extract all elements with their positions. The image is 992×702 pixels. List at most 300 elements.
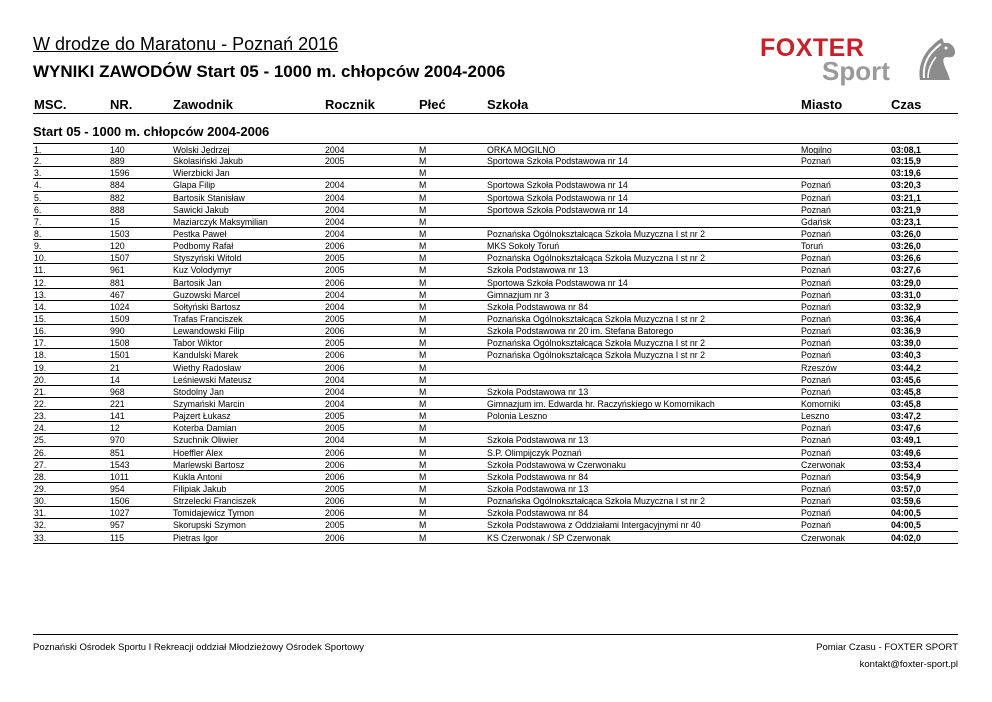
cell-time: 03:21,1 (891, 192, 921, 203)
cell-city: Poznań (801, 423, 831, 434)
col-city-header: Miasto (801, 97, 843, 112)
cell-school: Gimnazjum nr 3 (487, 289, 550, 300)
cell-school: Szkoła Podstawowa w Czerwonaku (487, 459, 626, 470)
cell-time: 03:32,9 (891, 301, 921, 312)
cell-city: Poznań (801, 301, 831, 312)
cell-nr: 14 (110, 374, 120, 385)
cell-place: 33. (34, 532, 47, 543)
cell-place: 18. (34, 350, 47, 361)
cell-name: Skolasiński Jakub (173, 156, 243, 167)
cell-sex: M (419, 168, 427, 179)
cell-sex: M (419, 532, 427, 543)
cell-name: Bartosik Jan (173, 277, 222, 288)
cell-city: Toruń (801, 241, 824, 252)
table-row (33, 143, 958, 155)
cell-nr: 888 (110, 204, 125, 215)
cell-city: Mogilno (801, 145, 832, 155)
cell-school: Poznańska Ogólnokształcąca Szkoła Muzyczna I st nr 2 (487, 496, 706, 507)
table-row (33, 325, 958, 337)
cell-sex: M (419, 508, 427, 519)
cell-place: 10. (34, 253, 47, 264)
cell-place: 26. (34, 447, 47, 458)
table-row (33, 179, 958, 191)
cell-city: Rzeszów (801, 362, 837, 373)
cell-place: 4. (34, 180, 42, 191)
cell-place: 31. (34, 508, 47, 519)
cell-name: Strzelecki Franciszek (173, 496, 257, 507)
cell-name: Sołtyński Bartosz (173, 301, 241, 312)
cell-nr: 954 (110, 483, 125, 494)
cell-city: Poznań (801, 386, 831, 397)
table-row (33, 519, 958, 531)
cell-sex: M (419, 192, 427, 203)
cell-sex: M (419, 338, 427, 349)
cell-nr: 884 (110, 180, 125, 191)
cell-nr: 21 (110, 362, 120, 373)
table-row (33, 301, 958, 313)
table-row (33, 289, 958, 301)
cell-place: 7. (34, 216, 42, 227)
cell-place: 19. (34, 362, 47, 373)
cell-year: 2004 (325, 289, 345, 300)
cell-nr: 968 (110, 386, 125, 397)
table-row (33, 204, 958, 216)
cell-year: 2006 (325, 508, 345, 519)
cell-sex: M (419, 241, 427, 252)
document-title: W drodze do Maratonu - Poznań 2016 (33, 34, 339, 54)
table-row (33, 337, 958, 349)
cell-place: 2. (34, 156, 42, 167)
cell-sex: M (419, 253, 427, 264)
cell-place: 32. (34, 520, 47, 531)
cell-city: Poznań (801, 483, 831, 494)
cell-name: Tabor Wiktor (173, 338, 223, 349)
horse-head-icon (912, 34, 958, 84)
cell-sex: M (419, 277, 427, 288)
cell-year: 2005 (325, 156, 345, 167)
cell-place: 14. (34, 301, 47, 312)
cell-school: ORKA MOGILNO (487, 145, 556, 155)
cell-time: 03:44,2 (891, 362, 921, 373)
cell-name: Wierzbicki Jan (173, 168, 230, 179)
cell-year: 2004 (325, 216, 345, 227)
cell-time: 03:31,0 (891, 289, 921, 300)
cell-nr: 115 (110, 532, 125, 543)
cell-name: Szuchnik Oliwier (173, 435, 239, 446)
col-school-header: Szkoła (487, 97, 529, 112)
cell-school: Szkoła Podstawowa nr 13 (487, 265, 589, 276)
cell-city: Leszno (801, 411, 830, 422)
cell-school: Poznańska Ogólnokształcąca Szkoła Muzyczna I st nr 2 (487, 253, 706, 264)
cell-school: MKS Sokoły Toruń (487, 241, 560, 252)
cell-time: 03:26,6 (891, 253, 921, 264)
cell-school: Poznańska Ogólnokształcąca Szkoła Muzyczna I st nr 2 (487, 338, 706, 349)
cell-school: Sportowa Szkoła Podstawowa nr 14 (487, 204, 628, 215)
logo-sport-text: Sport (822, 56, 890, 86)
cell-time: 03:40,3 (891, 350, 921, 361)
cell-name: Pajzert Łukasz (173, 411, 231, 422)
cell-city: Gdańsk (801, 216, 832, 227)
cell-nr: 882 (110, 192, 125, 203)
cell-time: 03:36,4 (891, 313, 921, 324)
cell-sex: M (419, 204, 427, 215)
cell-sex: M (419, 398, 427, 409)
cell-name: Bartosik Stanisław (173, 192, 245, 203)
cell-sex: M (419, 520, 427, 531)
table-header (33, 95, 958, 114)
cell-year: 2006 (325, 277, 345, 288)
cell-sex: M (419, 459, 427, 470)
footer-contact: kontakt@foxter-sport.pl (859, 659, 958, 670)
cell-city: Poznań (801, 156, 831, 167)
cell-nr: 1509 (110, 313, 130, 324)
cell-nr: 889 (110, 156, 125, 167)
cell-place: 25. (34, 435, 47, 446)
cell-time: 03:49,6 (891, 447, 921, 458)
cell-school: Gimnazjum im. Edwarda hr. Raczyńskiego w Komornikach (487, 398, 715, 409)
cell-city: Poznań (801, 326, 831, 337)
section-title: Start 05 - 1000 m. chłopców 2004-2006 (33, 124, 270, 139)
cell-sex: M (419, 350, 427, 361)
cell-year: 2005 (325, 313, 345, 324)
cell-name: Trafas Franciszek (173, 313, 243, 324)
cell-year: 2006 (325, 326, 345, 337)
cell-name: Pietras Igor (173, 532, 218, 543)
cell-name: Marlewski Bartosz (173, 459, 245, 470)
table-row (33, 349, 958, 361)
cell-nr: 961 (110, 265, 125, 276)
cell-nr: 1501 (110, 350, 130, 361)
cell-nr: 1011 (110, 471, 129, 482)
cell-city: Poznań (801, 374, 831, 385)
cell-year: 2006 (325, 447, 345, 458)
cell-sex: M (419, 483, 427, 494)
cell-city: Poznań (801, 192, 831, 203)
cell-year: 2006 (325, 350, 345, 361)
cell-name: Skorupski Szymon (173, 520, 246, 531)
cell-year: 2005 (325, 423, 345, 434)
cell-city: Poznań (801, 289, 831, 300)
table-row (33, 434, 958, 446)
cell-place: 27. (34, 459, 47, 470)
cell-year: 2004 (325, 204, 345, 215)
cell-sex: M (419, 313, 427, 324)
cell-school: Polonia Leszno (487, 411, 548, 422)
cell-school: Szkoła Podstawowa nr 84 (487, 301, 589, 312)
cell-city: Komorniki (801, 398, 841, 409)
table-row (33, 507, 958, 519)
cell-time: 03:45,6 (891, 374, 921, 385)
cell-time: 03:45,8 (891, 386, 921, 397)
cell-place: 5. (34, 192, 42, 203)
cell-sex: M (419, 289, 427, 300)
table-row (33, 313, 958, 325)
cell-time: 03:21,9 (891, 204, 921, 215)
cell-city: Poznań (801, 350, 831, 361)
cell-place: 13. (34, 289, 47, 300)
cell-year: 2005 (325, 338, 345, 349)
cell-place: 12. (34, 277, 47, 288)
cell-name: Stodolny Jan (173, 386, 224, 397)
cell-school: Sportowa Szkoła Podstawowa nr 14 (487, 156, 628, 167)
cell-year: 2006 (325, 471, 345, 482)
cell-sex: M (419, 145, 427, 155)
cell-sex: M (419, 496, 427, 507)
cell-sex: M (419, 374, 427, 385)
cell-time: 03:08,1 (891, 145, 921, 155)
cell-nr: 1027 (110, 508, 130, 519)
cell-nr: 1503 (110, 228, 130, 239)
cell-city: Poznań (801, 253, 831, 264)
cell-school: Szkoła Podstawowa z Oddziałami Intergacyjnymi nr 40 (487, 520, 701, 531)
table-row (33, 216, 958, 228)
cell-time: 03:29,0 (891, 277, 921, 288)
cell-sex: M (419, 447, 427, 458)
cell-time: 03:27,6 (891, 265, 921, 276)
cell-time: 03:45,8 (891, 398, 921, 409)
col-sex-header: Płeć (419, 97, 446, 112)
cell-time: 04:02,0 (891, 532, 921, 543)
cell-year: 2004 (325, 398, 345, 409)
table-row (33, 471, 958, 483)
table-row (33, 532, 958, 544)
cell-name: Podbomy Rafał (173, 241, 234, 252)
cell-name: Guzowski Marcel (173, 289, 240, 300)
table-row (33, 240, 958, 252)
cell-sex: M (419, 411, 427, 422)
cell-name: Tomidajewicz Tymon (173, 508, 254, 519)
cell-school: Szkoła Podstawowa nr 13 (487, 386, 589, 397)
table-row (33, 277, 958, 289)
cell-name: Filipiak Jakub (173, 483, 227, 494)
cell-place: 20. (34, 374, 47, 385)
cell-time: 04:00,5 (891, 508, 921, 519)
table-row (33, 264, 958, 276)
col-time-header: Czas (891, 97, 922, 112)
cell-year: 2004 (325, 145, 345, 155)
cell-place: 15. (34, 313, 47, 324)
cell-place: 28. (34, 471, 47, 482)
cell-school: S.P. Olimpijczyk Poznań (487, 447, 582, 458)
cell-sex: M (419, 435, 427, 446)
cell-year: 2005 (325, 520, 345, 531)
cell-name: Lewandowski Filip (173, 326, 245, 337)
cell-nr: 120 (110, 241, 125, 252)
cell-time: 03:23,1 (891, 216, 921, 227)
cell-school: KS Czerwonak / SP Czerwonak (487, 532, 611, 543)
cell-nr: 1543 (110, 459, 130, 470)
cell-time: 03:49,1 (891, 435, 921, 446)
cell-time: 03:15,9 (891, 156, 921, 167)
cell-year: 2005 (325, 411, 345, 422)
cell-city: Czerwonak (801, 532, 846, 543)
cell-year: 2006 (325, 459, 345, 470)
cell-name: Szymański Marcin (173, 398, 245, 409)
cell-name: Wiethy Radosław (173, 362, 241, 373)
col-name-header: Zawodnik (173, 97, 233, 112)
cell-city: Poznań (801, 471, 831, 482)
cell-time: 03:36,9 (891, 326, 921, 337)
cell-sex: M (419, 228, 427, 239)
cell-city: Czerwonak (801, 459, 846, 470)
cell-city: Poznań (801, 508, 831, 519)
cell-city: Poznań (801, 228, 831, 239)
cell-year: 2006 (325, 362, 345, 373)
col-place-header: MSC. (34, 97, 67, 112)
cell-year: 2004 (325, 180, 345, 191)
cell-time: 03:20,3 (891, 180, 921, 191)
cell-city: Poznań (801, 313, 831, 324)
cell-nr: 1508 (110, 338, 130, 349)
cell-time: 03:19,6 (891, 168, 921, 179)
footer-organizer: Poznański Ośrodek Sportu I Rekreacji oddział Młodzieżowy Ośrodek Sportowy (33, 642, 365, 653)
cell-nr: 851 (110, 447, 125, 458)
cell-time: 03:59,6 (891, 496, 921, 507)
table-row (33, 459, 958, 471)
cell-nr: 1596 (110, 168, 130, 179)
cell-place: 3. (34, 168, 42, 179)
cell-year: 2006 (325, 241, 345, 252)
cell-sex: M (419, 423, 427, 434)
cell-city: Poznań (801, 180, 831, 191)
cell-school: Szkoła Podstawowa nr 20 im. Stefana Batorego (487, 326, 674, 337)
table-row (33, 155, 958, 167)
cell-place: 1. (34, 145, 42, 155)
cell-sex: M (419, 471, 427, 482)
cell-place: 8. (34, 228, 42, 239)
cell-school: Poznańska Ogólnokształcąca Szkoła Muzyczna I st nr 2 (487, 350, 706, 361)
cell-school: Szkoła Podstawowa nr 13 (487, 435, 589, 446)
cell-name: Kukla Antoni (173, 471, 222, 482)
cell-nr: 15 (110, 216, 120, 227)
cell-time: 03:47,2 (891, 411, 921, 422)
cell-name: Glapa Filip (173, 180, 216, 191)
cell-nr: 221 (110, 398, 125, 409)
cell-place: 21. (34, 386, 47, 397)
table-row (33, 410, 958, 422)
cell-year: 2006 (325, 532, 345, 543)
cell-name: Sawicki Jakub (173, 204, 229, 215)
cell-year: 2004 (325, 435, 345, 446)
footer-timing: Pomiar Czasu - FOXTER SPORT (816, 642, 958, 653)
cell-place: 29. (34, 483, 47, 494)
cell-city: Poznań (801, 338, 831, 349)
cell-name: Koterba Damian (173, 423, 237, 434)
cell-name: Kandulski Marek (173, 350, 239, 361)
cell-nr: 1506 (110, 496, 130, 507)
cell-year: 2004 (325, 374, 345, 385)
cell-sex: M (419, 326, 427, 337)
table-row (33, 192, 958, 204)
results-table (33, 143, 958, 544)
cell-place: 23. (34, 411, 47, 422)
cell-city: Poznań (801, 435, 831, 446)
cell-year: 2006 (325, 496, 345, 507)
cell-place: 24. (34, 423, 47, 434)
cell-school: Szkoła Podstawowa nr 84 (487, 471, 589, 482)
cell-year: 2005 (325, 483, 345, 494)
table-row (33, 252, 958, 264)
cell-nr: 1024 (110, 301, 130, 312)
cell-sex: M (419, 265, 427, 276)
cell-nr: 1507 (110, 253, 130, 264)
table-row (33, 398, 958, 410)
table-row (33, 483, 958, 495)
cell-year: 2004 (325, 301, 345, 312)
cell-time: 04:00,5 (891, 520, 921, 531)
cell-school: Sportowa Szkoła Podstawowa nr 14 (487, 180, 628, 191)
cell-name: Pestka Paweł (173, 228, 227, 239)
cell-sex: M (419, 301, 427, 312)
col-nr-header: NR. (110, 97, 133, 112)
cell-school: Poznańska Ogólnokształcąca Szkoła Muzyczna I st nr 2 (487, 313, 706, 324)
cell-city: Poznań (801, 277, 831, 288)
cell-name: Hoeffler Alex (173, 447, 223, 458)
table-row (33, 386, 958, 398)
cell-nr: 141 (110, 411, 125, 422)
cell-school: Szkoła Podstawowa nr 13 (487, 483, 589, 494)
cell-year: 2004 (325, 386, 345, 397)
cell-nr: 990 (110, 326, 125, 337)
cell-time: 03:54,9 (891, 471, 921, 482)
table-row (33, 495, 958, 507)
cell-place: 6. (34, 204, 42, 215)
cell-name: Wolski Jędrzej (173, 145, 230, 155)
cell-nr: 12 (110, 423, 120, 434)
cell-time: 03:57,0 (891, 483, 921, 494)
cell-city: Poznań (801, 447, 831, 458)
cell-place: 30. (34, 496, 47, 507)
cell-city: Poznań (801, 496, 831, 507)
cell-time: 03:26,0 (891, 228, 921, 239)
table-row (33, 362, 958, 374)
cell-school: Sportowa Szkoła Podstawowa nr 14 (487, 192, 628, 203)
cell-city: Poznań (801, 204, 831, 215)
cell-year: 2005 (325, 253, 345, 264)
cell-place: 11. (34, 265, 46, 276)
cell-time: 03:47,6 (891, 423, 921, 434)
cell-sex: M (419, 362, 427, 373)
logo-foxter-text: FOXTER (760, 34, 865, 62)
cell-year: 2005 (325, 265, 345, 276)
cell-city: Poznań (801, 520, 831, 531)
cell-year: 2004 (325, 228, 345, 239)
table-row (33, 374, 958, 386)
cell-place: 17. (34, 338, 47, 349)
cell-sex: M (419, 156, 427, 167)
table-row (33, 447, 958, 459)
cell-nr: 970 (110, 435, 125, 446)
cell-name: Kuz Volodymyr (173, 265, 232, 276)
cell-place: 22. (34, 398, 47, 409)
cell-sex: M (419, 180, 427, 191)
cell-sex: M (419, 386, 427, 397)
cell-name: Maziarczyk Maksymilian (173, 216, 268, 227)
cell-nr: 140 (110, 145, 125, 155)
cell-school: Poznańska Ogólnokształcąca Szkoła Muzyczna I st nr 2 (487, 228, 706, 239)
cell-time: 03:53,4 (891, 459, 921, 470)
cell-nr: 467 (110, 289, 125, 300)
cell-name: Leśniewski Mateusz (173, 374, 252, 385)
cell-nr: 881 (110, 277, 125, 288)
cell-school: Szkoła Podstawowa nr 84 (487, 508, 589, 519)
col-year-header: Rocznik (325, 97, 375, 112)
footer-divider (33, 634, 958, 635)
cell-school: Sportowa Szkoła Podstawowa nr 14 (487, 277, 628, 288)
cell-year: 2004 (325, 192, 345, 203)
cell-name: Styszyński Witold (173, 253, 242, 264)
table-row (33, 167, 958, 179)
